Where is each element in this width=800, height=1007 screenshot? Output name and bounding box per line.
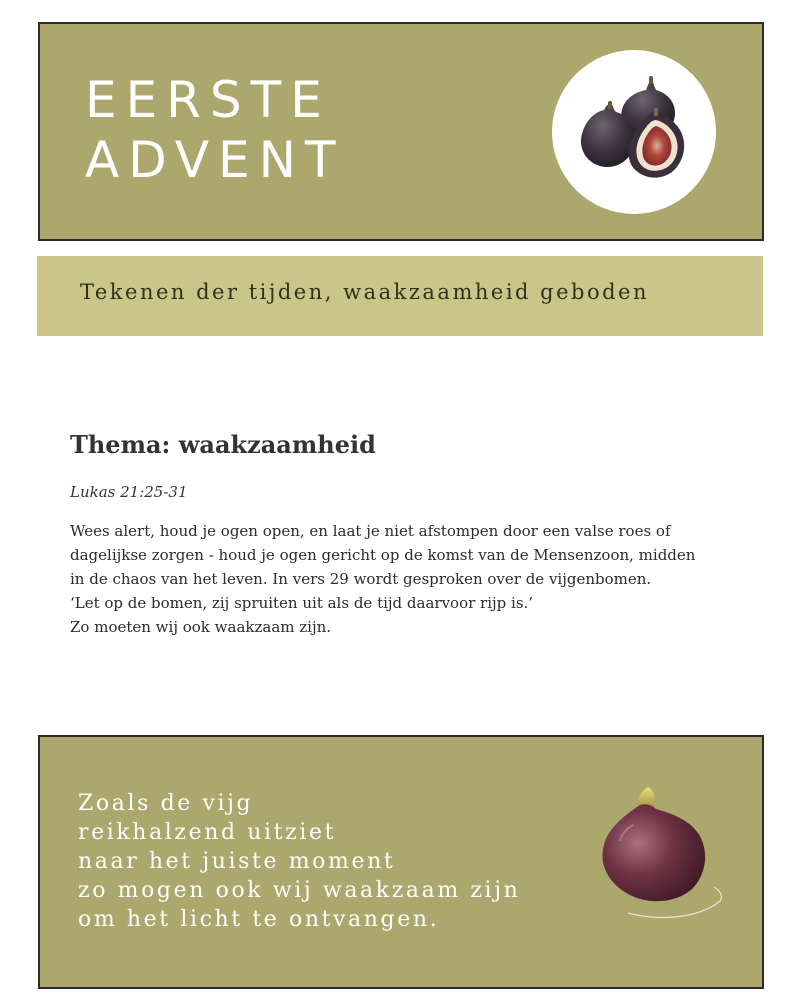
title-line-2: ADVENT <box>85 131 345 189</box>
poem-line: naar het juiste moment <box>78 849 396 874</box>
page-title <box>85 70 345 190</box>
poem <box>78 789 520 934</box>
subtitle: Tekenen der tijden, waakzaamheid geboden <box>80 280 650 304</box>
poem-line: om het licht te ontvangen. <box>78 907 440 932</box>
title-line-1: EERSTE <box>85 71 331 129</box>
paragraph-line: dagelijkse zorgen - houd je ogen gericht op de komst van de Mensenzoon, midden <box>70 546 696 564</box>
scripture-reference: Lukas 21:25-31 <box>70 483 188 501</box>
three-figs-icon <box>552 50 716 214</box>
poem-line: Zoals de vijg <box>78 791 254 816</box>
paragraph-line: Wees alert, houd je ogen open, en laat je niet afstompen door een valse roes of <box>70 522 671 540</box>
theme-heading: Thema: waakzaamheid <box>70 430 376 459</box>
single-fig-icon <box>588 781 738 931</box>
header-panel <box>38 22 764 241</box>
content-section <box>70 430 760 639</box>
paragraph-line: Zo moeten wij ook waakzaam zijn. <box>70 618 332 636</box>
footer-panel <box>38 735 764 989</box>
paragraph-line: in de chaos van het leven. In vers 29 wordt gesproken over de vijgenbomen. <box>70 570 652 588</box>
poem-line: reikhalzend uitziet <box>78 820 337 845</box>
poem-line: zo mogen ook wij waakzaam zijn <box>78 878 521 903</box>
subtitle-band <box>37 256 763 336</box>
body-paragraph <box>70 519 760 639</box>
paragraph-line: ‘Let op de bomen, zij spruiten uit als de tijd daarvoor rijp is.’ <box>70 594 534 612</box>
